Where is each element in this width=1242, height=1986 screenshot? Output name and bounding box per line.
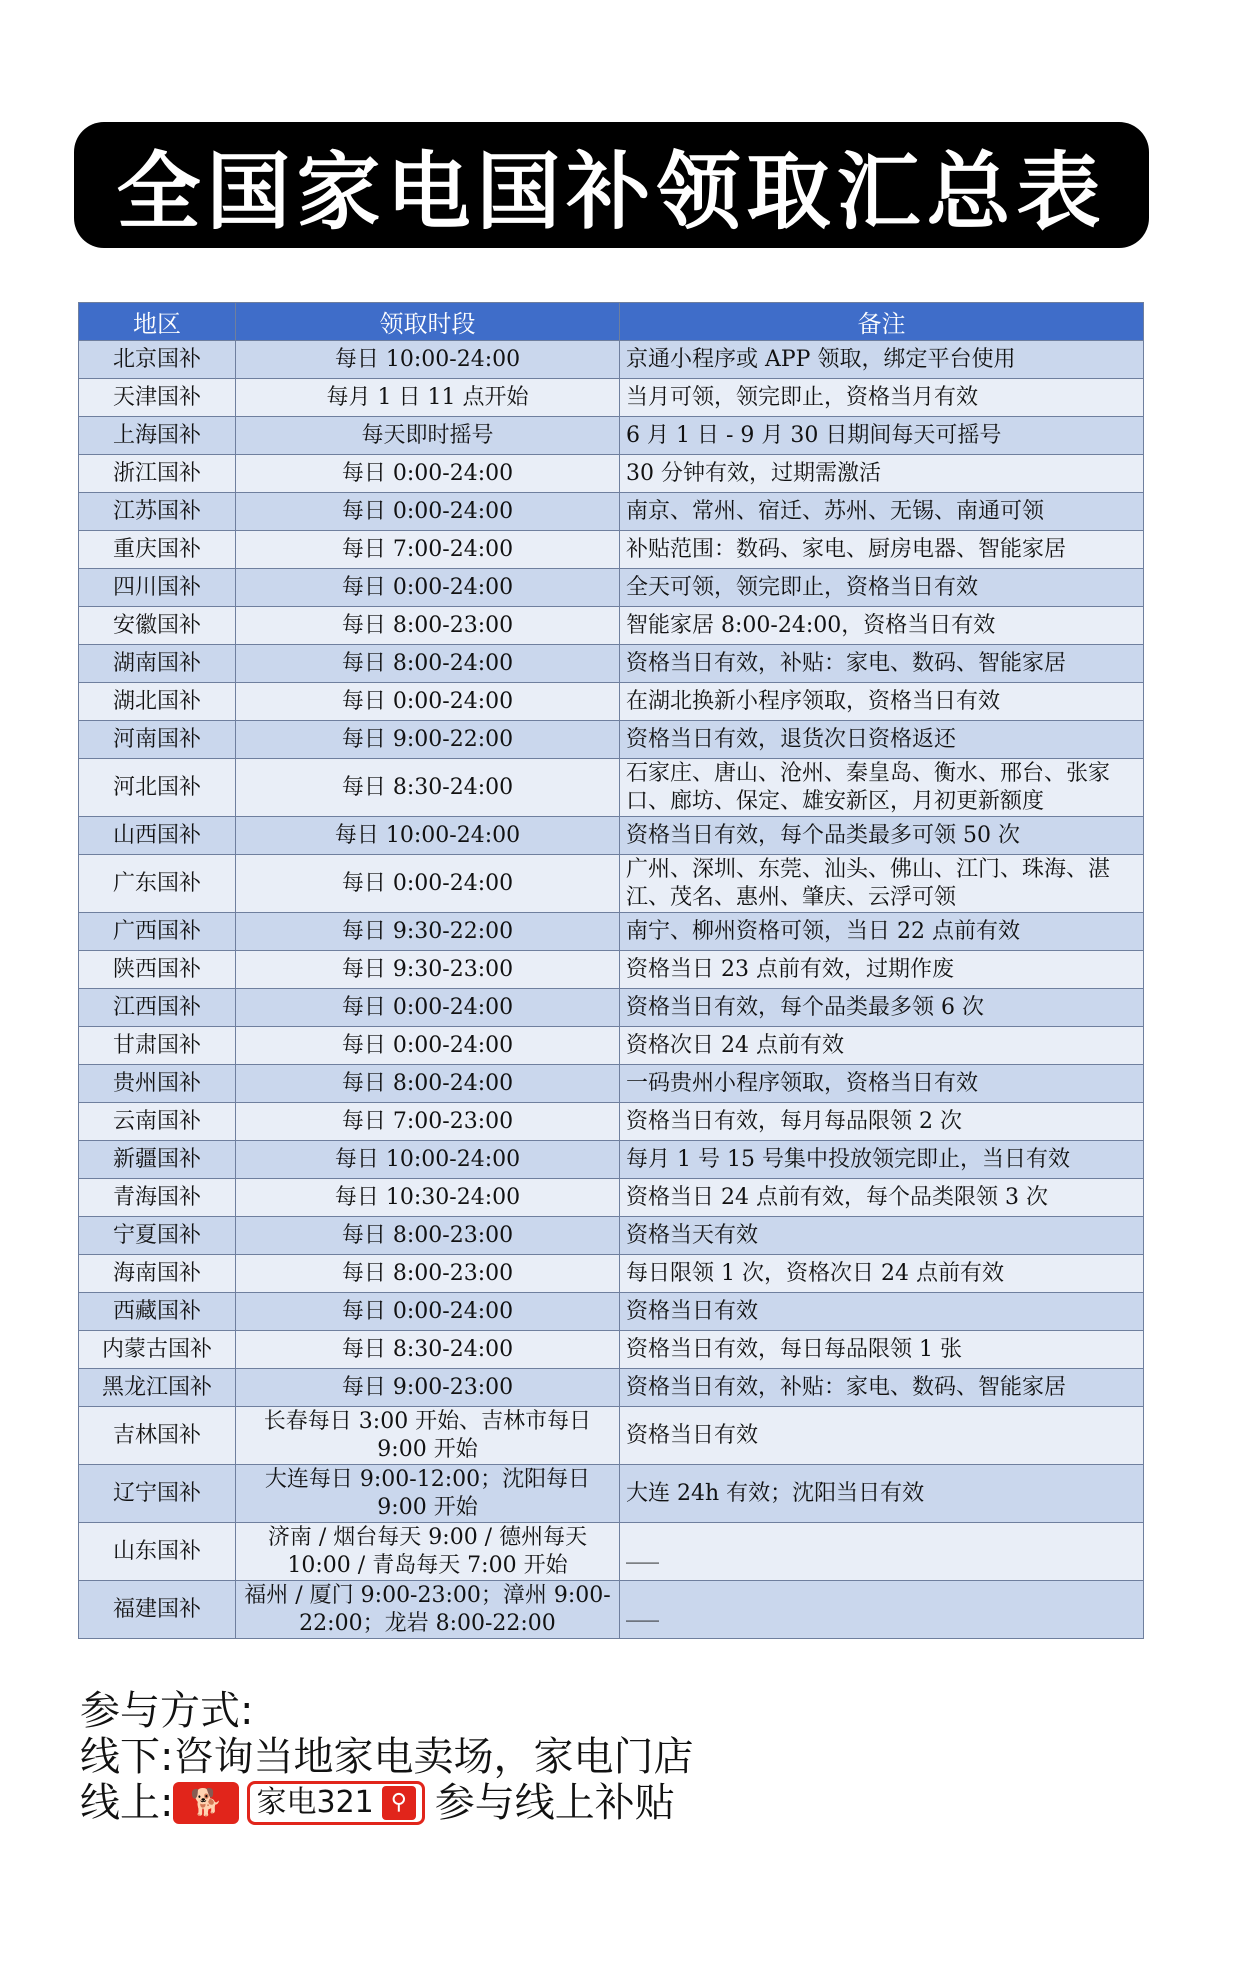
region-cell: 西藏国补 — [79, 1293, 236, 1331]
header-region: 地区 — [79, 303, 236, 341]
table-row — [79, 989, 1144, 1027]
offline-method: 线下:咨询当地家电卖场，家电门店 — [80, 1734, 694, 1780]
search-keyword: 家电321 — [256, 1785, 374, 1820]
note-cell: 资格当日 24 点前有效，每个品类限领 3 次 — [620, 1179, 1144, 1217]
table-row — [79, 1217, 1144, 1255]
note-cell: 资格次日 24 点前有效 — [620, 1027, 1144, 1065]
time-cell: 福州 / 厦门 9:00-23:00；漳州 9:00-22:00；龙岩 8:00-22:00 — [236, 1581, 620, 1639]
table-row — [79, 1523, 1144, 1581]
time-cell: 每日 8:30-24:00 — [236, 759, 620, 817]
page-title: 全国家电国补领取汇总表 — [116, 142, 1107, 241]
time-cell: 每日 10:00-24:00 — [236, 341, 620, 379]
time-cell: 每日 10:00-24:00 — [236, 817, 620, 855]
time-cell: 每日 0:00-24:00 — [236, 989, 620, 1027]
title-banner — [74, 122, 1149, 248]
table-row — [79, 1103, 1144, 1141]
note-cell: 资格当日有效，每个品类最多领 6 次 — [620, 989, 1144, 1027]
note-cell: 大连 24h 有效；沈阳当日有效 — [620, 1465, 1144, 1523]
table-row — [79, 1027, 1144, 1065]
region-cell: 海南国补 — [79, 1255, 236, 1293]
note-cell: 资格当日有效 — [620, 1407, 1144, 1465]
region-cell: 陕西国补 — [79, 951, 236, 989]
table-row — [79, 531, 1144, 569]
table-row — [79, 817, 1144, 855]
region-cell: 甘肃国补 — [79, 1027, 236, 1065]
time-cell: 每日 0:00-24:00 — [236, 1293, 620, 1331]
online-suffix: 参与线上补贴 — [434, 1780, 675, 1826]
table-header-row — [79, 303, 1144, 341]
table-row — [79, 1331, 1144, 1369]
time-cell: 每日 0:00-24:00 — [236, 683, 620, 721]
time-cell: 每日 9:00-23:00 — [236, 1369, 620, 1407]
time-cell: 每日 0:00-24:00 — [236, 855, 620, 913]
note-cell: 资格当日有效，每月每品限领 2 次 — [620, 1103, 1144, 1141]
region-cell: 山东国补 — [79, 1523, 236, 1581]
table-row — [79, 1255, 1144, 1293]
region-cell: 广西国补 — [79, 913, 236, 951]
region-cell: 辽宁国补 — [79, 1465, 236, 1523]
time-cell: 每日 7:00-23:00 — [236, 1103, 620, 1141]
note-cell: 南宁、柳州资格可领，当日 22 点前有效 — [620, 913, 1144, 951]
table-row — [79, 1179, 1144, 1217]
note-cell: 资格当日有效，每个品类最多可领 50 次 — [620, 817, 1144, 855]
table-row — [79, 913, 1144, 951]
region-cell: 贵州国补 — [79, 1065, 236, 1103]
time-cell: 每日 8:00-23:00 — [236, 1217, 620, 1255]
table-row — [79, 951, 1144, 989]
note-cell: 南京、常州、宿迁、苏州、无锡、南通可领 — [620, 493, 1144, 531]
time-cell: 每月 1 日 11 点开始 — [236, 379, 620, 417]
region-cell: 四川国补 — [79, 569, 236, 607]
time-cell: 每日 0:00-24:00 — [236, 1027, 620, 1065]
region-cell: 重庆国补 — [79, 531, 236, 569]
time-cell: 每日 9:30-22:00 — [236, 913, 620, 951]
search-icon[interactable]: ⚲ — [382, 1786, 416, 1820]
note-cell: 广州、深圳、东莞、汕头、佛山、江门、珠海、湛江、茂名、惠州、肇庆、云浮可领 — [620, 855, 1144, 913]
note-cell: ___ — [620, 1581, 1144, 1639]
table-row — [79, 455, 1144, 493]
time-cell: 每天即时摇号 — [236, 417, 620, 455]
note-cell: 资格当日有效，每日每品限领 1 张 — [620, 1331, 1144, 1369]
region-cell: 宁夏国补 — [79, 1217, 236, 1255]
time-cell: 大连每日 9:00-12:00；沈阳每日 9:00 开始 — [236, 1465, 620, 1523]
note-cell: 资格当日有效，补贴：家电、数码、智能家居 — [620, 645, 1144, 683]
region-cell: 河南国补 — [79, 721, 236, 759]
table-row — [79, 569, 1144, 607]
region-cell: 天津国补 — [79, 379, 236, 417]
table-row — [79, 341, 1144, 379]
region-cell: 新疆国补 — [79, 1141, 236, 1179]
table-row — [79, 1465, 1144, 1523]
note-cell: 当月可领，领完即止，资格当月有效 — [620, 379, 1144, 417]
note-cell: 京通小程序或 APP 领取，绑定平台使用 — [620, 341, 1144, 379]
table-row — [79, 1407, 1144, 1465]
time-cell: 每日 8:00-23:00 — [236, 607, 620, 645]
note-cell: 补贴范围：数码、家电、厨房电器、智能家居 — [620, 531, 1144, 569]
time-cell: 长春每日 3:00 开始、吉林市每日 9:00 开始 — [236, 1407, 620, 1465]
table-row — [79, 645, 1144, 683]
online-method — [80, 1780, 693, 1826]
region-cell: 福建国补 — [79, 1581, 236, 1639]
table-row — [79, 1369, 1144, 1407]
time-cell: 每日 9:30-23:00 — [236, 951, 620, 989]
time-cell: 每日 8:00-24:00 — [236, 645, 620, 683]
region-cell: 河北国补 — [79, 759, 236, 817]
table-row — [79, 759, 1144, 817]
table-row — [79, 379, 1144, 417]
region-cell: 北京国补 — [79, 341, 236, 379]
region-cell: 浙江国补 — [79, 455, 236, 493]
region-cell: 湖北国补 — [79, 683, 236, 721]
subsidy-table — [78, 302, 1144, 1639]
table-row — [79, 1141, 1144, 1179]
header-note: 备注 — [620, 303, 1144, 341]
note-cell: 资格当日 23 点前有效，过期作废 — [620, 951, 1144, 989]
region-cell: 江苏国补 — [79, 493, 236, 531]
time-cell: 济南 / 烟台每天 9:00 / 德州每天 10:00 / 青岛每天 7:00 开始 — [236, 1523, 620, 1581]
time-cell: 每日 8:00-23:00 — [236, 1255, 620, 1293]
search-box[interactable] — [247, 1781, 424, 1825]
time-cell: 每日 7:00-24:00 — [236, 531, 620, 569]
region-cell: 广东国补 — [79, 855, 236, 913]
note-cell: 资格当天有效 — [620, 1217, 1144, 1255]
header-time: 领取时段 — [236, 303, 620, 341]
table-row — [79, 721, 1144, 759]
note-cell: 每月 1 号 15 号集中投放领完即止，当日有效 — [620, 1141, 1144, 1179]
time-cell: 每日 9:00-22:00 — [236, 721, 620, 759]
online-prefix: 线上: — [80, 1780, 174, 1826]
table-row — [79, 607, 1144, 645]
region-cell: 湖南国补 — [79, 645, 236, 683]
region-cell: 黑龙江国补 — [79, 1369, 236, 1407]
table-row — [79, 855, 1144, 913]
note-cell: 全天可领，领完即止，资格当日有效 — [620, 569, 1144, 607]
note-cell: ___ — [620, 1523, 1144, 1581]
table-row — [79, 1293, 1144, 1331]
note-cell: 6 月 1 日 - 9 月 30 日期间每天可摇号 — [620, 417, 1144, 455]
time-cell: 每日 0:00-24:00 — [236, 455, 620, 493]
time-cell: 每日 10:00-24:00 — [236, 1141, 620, 1179]
note-cell: 资格当日有效，补贴：家电、数码、智能家居 — [620, 1369, 1144, 1407]
note-cell: 资格当日有效，退货次日资格返还 — [620, 721, 1144, 759]
table-row — [79, 683, 1144, 721]
note-cell: 在湖北换新小程序领取，资格当日有效 — [620, 683, 1144, 721]
participation-heading: 参与方式: — [80, 1688, 254, 1734]
table-row — [79, 1065, 1144, 1103]
note-cell: 石家庄、唐山、沧州、秦皇岛、衡水、邢台、张家口、廊坊、保定、雄安新区，月初更新额度 — [620, 759, 1144, 817]
note-cell: 一码贵州小程序领取，资格当日有效 — [620, 1065, 1144, 1103]
note-cell: 智能家居 8:00-24:00，资格当日有效 — [620, 607, 1144, 645]
participation-section — [80, 1688, 693, 1826]
note-cell: 30 分钟有效，过期需激活 — [620, 455, 1144, 493]
time-cell: 每日 8:30-24:00 — [236, 1331, 620, 1369]
region-cell: 内蒙古国补 — [79, 1331, 236, 1369]
note-cell: 每日限领 1 次，资格次日 24 点前有效 — [620, 1255, 1144, 1293]
region-cell: 上海国补 — [79, 417, 236, 455]
region-cell: 青海国补 — [79, 1179, 236, 1217]
note-cell: 资格当日有效 — [620, 1293, 1144, 1331]
time-cell: 每日 0:00-24:00 — [236, 569, 620, 607]
time-cell: 每日 10:30-24:00 — [236, 1179, 620, 1217]
region-cell: 山西国补 — [79, 817, 236, 855]
table-row — [79, 417, 1144, 455]
table-row — [79, 1581, 1144, 1639]
jd-dog-icon: 🐕 — [173, 1782, 239, 1824]
time-cell: 每日 8:00-24:00 — [236, 1065, 620, 1103]
region-cell: 云南国补 — [79, 1103, 236, 1141]
table-row — [79, 493, 1144, 531]
region-cell: 吉林国补 — [79, 1407, 236, 1465]
region-cell: 安徽国补 — [79, 607, 236, 645]
region-cell: 江西国补 — [79, 989, 236, 1027]
time-cell: 每日 0:00-24:00 — [236, 493, 620, 531]
